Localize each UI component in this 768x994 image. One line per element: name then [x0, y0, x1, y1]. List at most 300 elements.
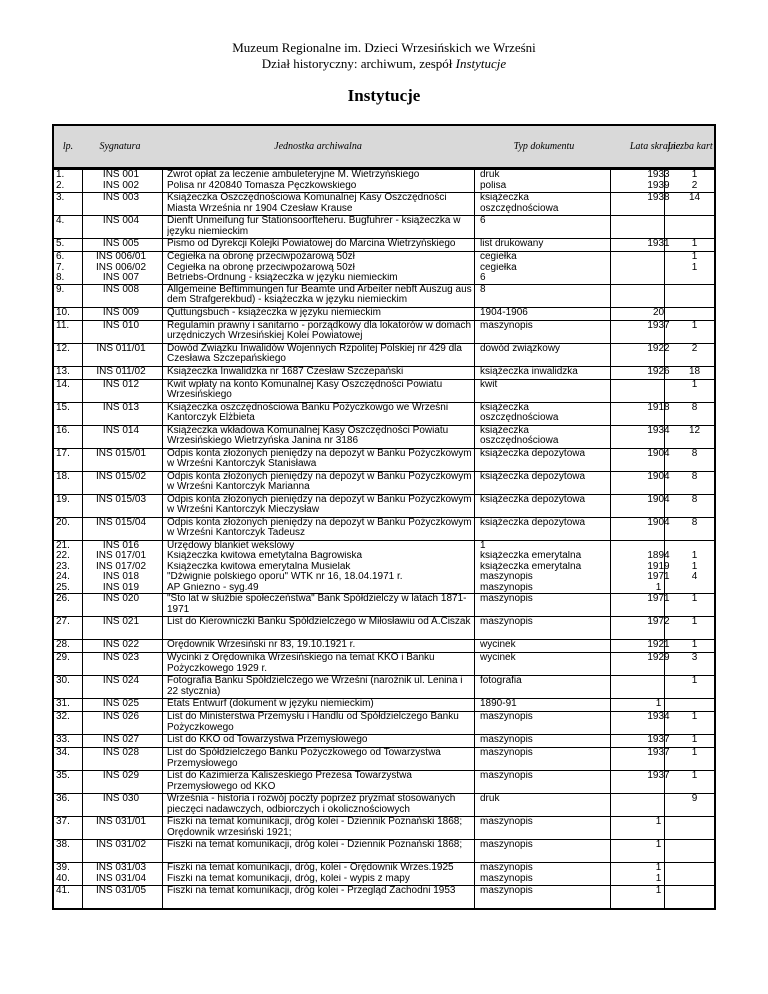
cell-liczba: 8	[691, 448, 698, 459]
cell-sygnatura: INS 031/02	[95, 840, 147, 850]
col-lata: Lata skrajne	[629, 140, 681, 152]
column-divider	[82, 193, 83, 215]
table-row-group	[54, 238, 714, 251]
cell-liczba: 1	[691, 617, 698, 627]
column-divider	[162, 216, 163, 238]
table-header	[52, 124, 716, 169]
cell-typ: 1904-1906	[480, 307, 528, 318]
column-divider	[474, 170, 475, 192]
column-divider	[474, 617, 475, 639]
column-divider	[474, 285, 475, 307]
cell-lata: 1971	[647, 594, 670, 604]
cell-lata: 1	[655, 874, 662, 884]
cell-sygnatura: INS 009	[102, 307, 140, 318]
cell-sygnatura: INS 014	[102, 425, 140, 436]
table-row	[54, 308, 714, 320]
table-row-group	[54, 885, 714, 908]
column-divider	[162, 239, 163, 251]
table-row-group	[54, 402, 714, 425]
column-divider	[474, 771, 475, 793]
cell-typ: książeczka emerytalna	[480, 561, 582, 572]
cell-lata: 1904	[647, 448, 670, 459]
cell-lp: 12.	[56, 343, 70, 354]
table-row-group	[54, 471, 714, 494]
cell-sygnatura: INS 024	[102, 676, 140, 686]
column-divider	[664, 518, 665, 540]
table-row	[54, 771, 714, 793]
column-divider	[162, 640, 163, 652]
column-divider	[474, 735, 475, 747]
column-divider	[664, 771, 665, 793]
column-divider	[474, 472, 475, 494]
column-divider	[664, 380, 665, 402]
column-divider	[610, 495, 611, 517]
cell-lp: 41.	[56, 886, 70, 896]
table-row	[54, 252, 714, 263]
column-divider	[82, 449, 83, 471]
cell-lp: 18.	[56, 471, 70, 482]
column-divider	[664, 193, 665, 215]
cell-jednostka: Fiszki na temat komunikacji, dróg, kolei - Orędownik Wrzes.1925	[167, 863, 454, 873]
cell-typ: wycinek	[480, 640, 516, 650]
column-divider	[82, 239, 83, 251]
column-divider	[610, 676, 611, 698]
table-row	[54, 653, 714, 675]
column-divider	[474, 817, 475, 839]
cell-liczba: 2	[691, 181, 698, 191]
cell-jednostka: Książeczka wkładowa Komunalnej Kasy Oszczędności Powiatu Wrzesińskiego Wietrzyńska Janina nr 3186	[167, 425, 449, 447]
cell-typ: maszynopis	[480, 594, 533, 604]
column-divider	[82, 817, 83, 839]
column-divider	[610, 771, 611, 793]
cell-sygnatura: INS 003	[102, 193, 140, 203]
column-divider	[82, 308, 83, 320]
cell-sygnatura: INS 012	[102, 379, 140, 390]
cell-lp: 7.	[56, 262, 65, 273]
column-divider	[664, 403, 665, 425]
column-divider	[610, 252, 611, 284]
cell-jednostka: List do Ministerstwa Przemysłu i Handlu od Spółdzielczego Banku Pożyczkowego	[167, 712, 459, 733]
table-row	[54, 874, 714, 885]
table-row-group	[54, 320, 714, 343]
table-row-group	[54, 711, 714, 734]
column-divider	[610, 863, 611, 885]
column-divider	[474, 426, 475, 448]
table-row	[54, 285, 714, 307]
column-divider	[610, 794, 611, 816]
column-divider	[664, 594, 665, 616]
cell-lp: 36.	[56, 794, 70, 804]
cell-lp: 16.	[56, 425, 70, 436]
cell-liczba: 1	[691, 320, 698, 331]
column-divider	[610, 653, 611, 675]
column-divider	[610, 640, 611, 652]
table-row-group	[54, 366, 714, 379]
column-divider	[474, 541, 475, 594]
table-row-group	[54, 593, 714, 616]
column-divider	[664, 699, 665, 711]
cell-sygnatura: INS 011/01	[96, 343, 146, 354]
cell-sygnatura: INS 015/02	[95, 471, 147, 482]
cell-jednostka: Kwit wpłaty na konto Komunalnej Kasy Oszczędności Powiatu Wrzesińskiego	[167, 379, 443, 401]
cell-liczba: 8	[691, 402, 698, 413]
table-row	[54, 181, 714, 192]
cell-jednostka: Książeczka oszczędnościowa Banku Pożyczkowgo we Wrześni Kantorczyk Elżbieta	[167, 402, 449, 424]
column-divider	[474, 712, 475, 734]
cell-jednostka: Odpis konta złożonych pieniędzy na depozyt w Banku Pożyczkowym w Wrześni Kantorczyk Stanisława	[167, 448, 472, 470]
column-divider	[610, 541, 611, 594]
column-divider	[162, 193, 163, 215]
table-row-group	[54, 862, 714, 885]
cell-sygnatura: INS 015/01	[95, 448, 147, 459]
cell-lata: 1929	[647, 653, 670, 663]
page-title: Instytucje	[347, 86, 421, 105]
cell-lata: 1922	[647, 343, 670, 354]
page-header	[0, 40, 768, 72]
cell-typ: 8	[480, 284, 486, 295]
cell-sygnatura: INS 002	[102, 181, 140, 191]
cell-liczba: 1	[691, 594, 698, 604]
cell-typ: 6	[480, 273, 486, 283]
table-row	[54, 170, 714, 181]
cell-sygnatura: INS 019	[102, 582, 140, 593]
column-divider	[664, 308, 665, 320]
cell-typ: maszynopis	[480, 617, 533, 627]
table-row-group	[54, 675, 714, 698]
cell-lp: 39.	[56, 863, 70, 873]
cell-typ: cegiełka	[480, 252, 517, 262]
column-divider	[664, 863, 665, 885]
cell-jednostka: Etats Entwurf (dokument w języku niemieckim)	[167, 699, 374, 709]
cell-lata: 1937	[647, 735, 670, 745]
table-row	[54, 367, 714, 379]
cell-typ: książeczka oszczędnościowa	[480, 193, 559, 214]
cell-sygnatura: INS 026	[102, 712, 140, 722]
cell-lp: 11.	[56, 320, 70, 331]
cell-lp: 28.	[56, 640, 70, 650]
column-divider	[82, 640, 83, 652]
cell-liczba: 1	[691, 771, 698, 781]
cell-lp: 35.	[56, 771, 70, 781]
column-divider	[474, 840, 475, 862]
cell-sygnatura: INS 006/02	[95, 262, 147, 273]
column-divider	[610, 193, 611, 215]
cell-sygnatura: INS 010	[102, 320, 140, 331]
column-divider	[474, 748, 475, 770]
column-divider	[162, 653, 163, 675]
cell-lp: 22.	[56, 551, 70, 561]
column-divider	[82, 216, 83, 238]
column-divider	[610, 426, 611, 448]
cell-liczba: 9	[691, 794, 698, 804]
table-row-group	[54, 425, 714, 448]
cell-jednostka: Odpis konta złożonych pieniędzy na depozyt w Banku Pożyczkowym w Wrześni Kantorczyk Tadeusz	[167, 517, 472, 539]
cell-jednostka: Książeczka kwitowa emetytalna Bagrowiska	[167, 551, 363, 561]
cell-lp: 33.	[56, 735, 70, 745]
cell-lata: 1926	[647, 366, 670, 377]
column-divider	[610, 449, 611, 471]
cell-lp: 10.	[56, 307, 70, 318]
table-row	[54, 541, 714, 552]
column-divider	[82, 495, 83, 517]
column-divider	[162, 426, 163, 448]
cell-sygnatura: INS 022	[102, 640, 140, 650]
cell-liczba: 4	[691, 572, 698, 582]
cell-jednostka: Książeczka kwitowa emerytalna Musielak	[167, 561, 351, 572]
column-divider	[82, 863, 83, 885]
cell-lp: 14.	[56, 379, 70, 390]
cell-lata: 1939	[647, 181, 670, 191]
cell-typ: maszynopis	[480, 874, 533, 884]
institution-name: Muzeum Regionalne im. Dzieci Wrzesińskich we Wrześni	[232, 40, 536, 55]
table-row	[54, 403, 714, 425]
collection-prefix: Dział historyczny: archiwum, zespół	[261, 56, 456, 71]
table-row-group	[54, 747, 714, 770]
column-divider	[474, 216, 475, 238]
cell-jednostka: Cegiełka na obronę przeciwpożarową 50zł	[167, 252, 355, 262]
cell-typ: 6	[480, 216, 486, 226]
table-row	[54, 863, 714, 874]
cell-lp: 24.	[56, 572, 70, 582]
cell-jednostka: Dowód Związku Inwalidów Wojennych Rzpolitej Polskiej nr 429 dla Czesława Szczepańskiego	[167, 343, 462, 365]
column-divider	[162, 840, 163, 862]
table-row	[54, 735, 714, 747]
cell-lp: 26.	[56, 594, 70, 604]
column-divider	[162, 699, 163, 711]
cell-typ: książeczka inwalidzka	[480, 366, 578, 377]
table-row	[54, 263, 714, 274]
column-divider	[82, 321, 83, 343]
table-row-group	[54, 816, 714, 839]
column-divider	[474, 449, 475, 471]
cell-lata: 1894	[647, 551, 670, 561]
cell-typ: 1890-91	[480, 699, 517, 709]
column-divider	[610, 403, 611, 425]
column-divider	[162, 594, 163, 616]
column-divider	[474, 344, 475, 366]
cell-typ: książeczka depozytowa	[480, 471, 586, 482]
table-row	[54, 551, 714, 562]
column-divider	[162, 518, 163, 540]
column-divider	[610, 170, 611, 192]
column-divider	[162, 367, 163, 379]
table-row	[54, 676, 714, 698]
cell-sygnatura: INS 001	[102, 170, 140, 180]
table-row-group	[54, 284, 714, 307]
cell-lata: 1	[655, 886, 662, 896]
column-divider	[82, 653, 83, 675]
cell-lp: 1.	[56, 170, 65, 180]
column-divider	[162, 886, 163, 908]
cell-jednostka: Odpis konta złożonych pieniędzy na depozyt w Banku Pożyczkowym w Wrześni Kantorczyk Mieczysław	[167, 494, 472, 516]
cell-sygnatura: INS 017/01	[95, 551, 147, 561]
cell-sygnatura: INS 030	[102, 794, 140, 804]
column-divider	[162, 863, 163, 885]
cell-sygnatura: INS 031/04	[95, 874, 147, 884]
cell-lata: 1972	[647, 617, 670, 627]
column-divider	[664, 886, 665, 908]
column-divider	[664, 617, 665, 639]
cell-typ: maszynopis	[480, 771, 533, 781]
column-divider	[664, 676, 665, 698]
cell-lata: 1904	[647, 517, 670, 528]
cell-sygnatura: INS 016	[102, 540, 140, 551]
cell-lp: 3.	[56, 193, 65, 203]
cell-sygnatura: INS 025	[102, 699, 140, 709]
column-divider	[474, 403, 475, 425]
cell-lata: 1921	[647, 640, 670, 650]
col-typ: Typ dokumentu	[513, 140, 575, 152]
cell-sygnatura: INS 005	[102, 239, 140, 249]
cell-liczba: 8	[691, 494, 698, 505]
cell-typ: dowód związkowy	[480, 343, 561, 354]
table-row	[54, 583, 714, 594]
cell-lata: 1904	[647, 494, 670, 505]
column-divider	[610, 216, 611, 238]
cell-lata: 1937	[647, 320, 670, 331]
column-divider	[162, 541, 163, 594]
cell-typ: maszynopis	[480, 840, 533, 850]
column-divider	[82, 344, 83, 366]
table-row-group	[54, 540, 714, 594]
column-divider	[162, 380, 163, 402]
cell-lp: 34.	[56, 748, 70, 758]
column-divider	[664, 426, 665, 448]
cell-lata: 1931	[647, 239, 670, 249]
column-divider	[664, 344, 665, 366]
cell-jednostka: List do Kazimierza Kaliszeskiego Prezesa Towarzystwa Przemysłowego od KKO	[167, 771, 412, 792]
column-divider	[474, 321, 475, 343]
cell-typ: druk	[480, 170, 500, 180]
cell-lp: 19.	[56, 494, 70, 505]
cell-liczba: 1	[691, 379, 698, 390]
cell-liczba: 1	[691, 748, 698, 758]
column-divider	[610, 239, 611, 251]
column-divider	[664, 321, 665, 343]
table-row-group	[54, 698, 714, 711]
column-divider	[82, 794, 83, 816]
cell-jednostka: Książeczka Inwalidzka nr 1687 Czesław Szczepański	[167, 366, 404, 377]
column-divider	[162, 403, 163, 425]
column-divider	[82, 886, 83, 908]
column-divider	[474, 239, 475, 251]
cell-lata: 1919	[647, 561, 670, 572]
cell-liczba: 1	[691, 561, 698, 572]
column-divider	[474, 380, 475, 402]
table-row-group	[54, 215, 714, 238]
column-divider	[664, 653, 665, 675]
cell-sygnatura: INS 018	[102, 572, 140, 582]
column-divider	[610, 699, 611, 711]
column-divider	[82, 367, 83, 379]
column-divider	[610, 712, 611, 734]
cell-jednostka: "Sto lat w służbie społeczeństwa" Bank Spółdzielczy w latach 1871-1971	[167, 594, 467, 615]
cell-sygnatura: INS 011/02	[96, 366, 146, 377]
column-divider	[610, 735, 611, 747]
cell-lp: 13.	[56, 366, 70, 377]
cell-sygnatura: INS 017/02	[95, 561, 147, 572]
cell-typ: cegiełka	[480, 262, 517, 273]
column-divider	[82, 252, 83, 284]
cell-liczba: 8	[691, 517, 698, 528]
table-row-group	[54, 251, 714, 284]
cell-liczba: 12	[688, 425, 701, 436]
cell-lata: 1	[655, 840, 662, 850]
table-row	[54, 273, 714, 284]
cell-typ: maszynopis	[480, 886, 533, 896]
column-divider	[664, 239, 665, 251]
column-divider	[82, 771, 83, 793]
cell-liczba: 14	[688, 193, 701, 203]
collection-name: Instytucje	[455, 56, 507, 71]
column-divider	[162, 321, 163, 343]
column-divider	[610, 840, 611, 862]
column-divider	[82, 285, 83, 307]
cell-lata: 1	[655, 817, 662, 827]
column-divider	[610, 380, 611, 402]
column-divider	[664, 794, 665, 816]
cell-liczba: 8	[691, 471, 698, 482]
column-divider	[610, 321, 611, 343]
table-row	[54, 794, 714, 816]
table-row	[54, 518, 714, 540]
cell-sygnatura: INS 013	[102, 402, 140, 413]
cell-lata: 1934	[647, 425, 670, 436]
column-divider	[474, 794, 475, 816]
cell-lata: 1918	[647, 402, 670, 413]
cell-lp: 21.	[56, 540, 70, 551]
column-divider	[474, 699, 475, 711]
cell-liczba: 1	[691, 252, 698, 262]
cell-lp: 15.	[56, 402, 70, 413]
cell-sygnatura: INS 031/03	[95, 863, 147, 873]
column-divider	[82, 735, 83, 747]
cell-lp: 31.	[56, 699, 70, 709]
cell-typ: książeczka emerytalna	[480, 551, 582, 561]
table-row	[54, 472, 714, 494]
cell-jednostka: Fiszki na temat komunikacji, dróg, kolei - wypis z mapy	[167, 874, 410, 884]
table-row	[54, 617, 714, 639]
cell-lata: 20	[652, 307, 665, 318]
cell-liczba: 1	[691, 239, 698, 249]
cell-lata: 1933	[647, 170, 670, 180]
cell-lp: 6.	[56, 252, 65, 262]
cell-typ: książeczka oszczędnościowa	[480, 402, 559, 424]
table-row-group	[54, 169, 714, 192]
cell-lata: 1	[655, 699, 662, 709]
cell-jednostka: Pismo od Dyrekcji Kolejki Powiatowej do Marcina Wietrzyńskiego	[167, 239, 456, 249]
table-row	[54, 594, 714, 616]
column-divider	[474, 193, 475, 215]
column-divider	[610, 344, 611, 366]
column-divider	[664, 640, 665, 652]
cell-liczba: 1	[691, 712, 698, 722]
cell-sygnatura: INS 028	[102, 748, 140, 758]
col-sygnatura: Sygnatura	[99, 140, 141, 152]
table-row	[54, 840, 714, 862]
table-row	[54, 321, 714, 343]
column-divider	[162, 344, 163, 366]
cell-sygnatura: INS 031/01	[95, 817, 147, 827]
cell-lata: 1	[655, 863, 662, 873]
column-divider	[664, 472, 665, 494]
cell-lata: 1938	[647, 193, 670, 203]
cell-lp: 23.	[56, 561, 70, 572]
cell-typ: książeczka depozytowa	[480, 517, 586, 528]
cell-jednostka: Wycinki z Orędownika Wrzesińskiego na temat KKO i Banku Pożyczkowego 1929 r.	[167, 653, 435, 674]
cell-lp: 2.	[56, 181, 65, 191]
table-row-group	[54, 616, 714, 639]
